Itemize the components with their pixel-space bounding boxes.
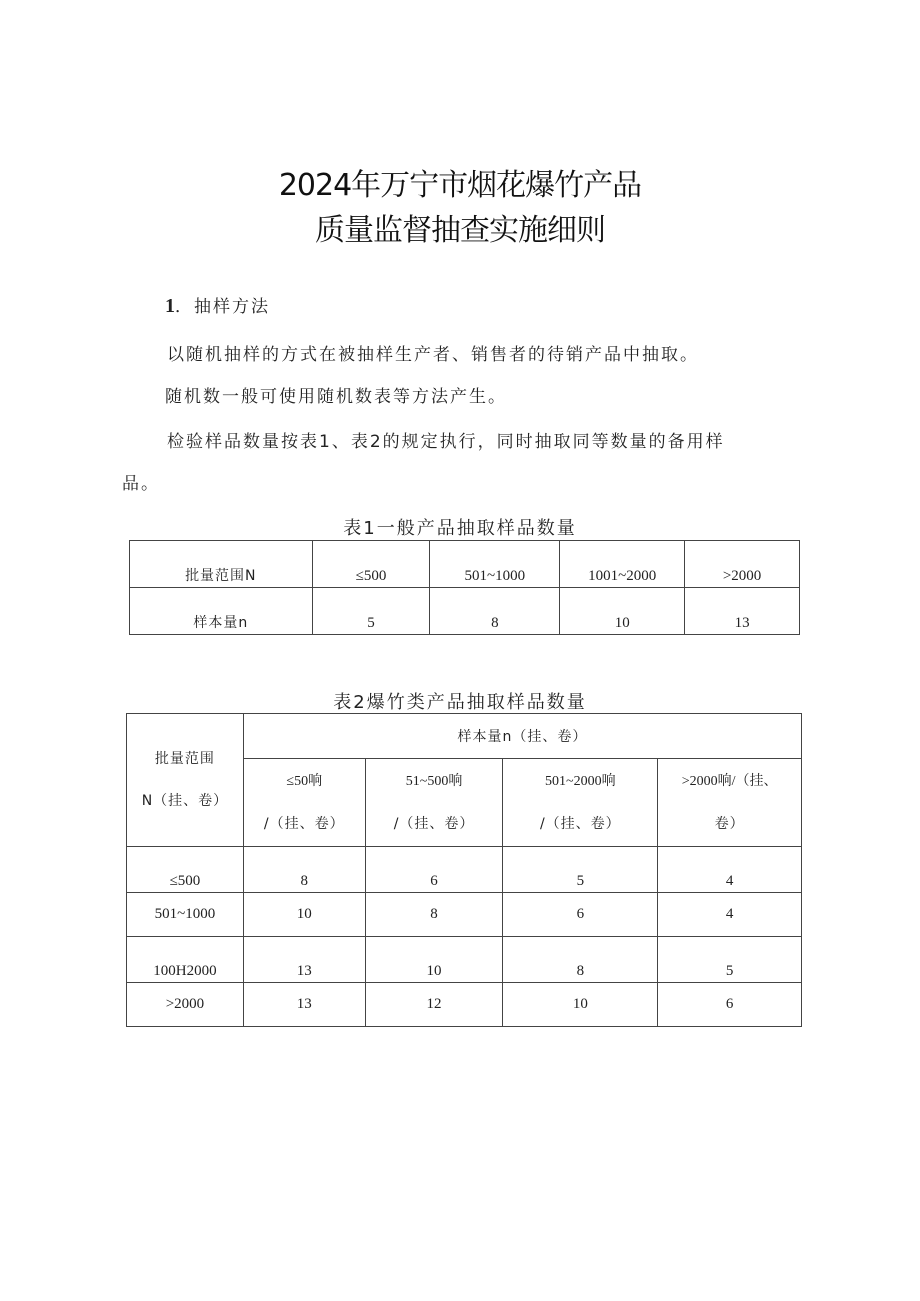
table1 [129, 540, 800, 635]
table-cell: 5 [312, 588, 430, 635]
table2-corner-line1: 批量范围 [154, 751, 215, 767]
table-cell: 6 [503, 893, 658, 937]
col-header-line1: ≤50响 [286, 773, 323, 789]
table-cell: ≤500 [312, 541, 430, 588]
table-cell: 5 [658, 937, 802, 983]
table-cell: 13 [243, 937, 365, 983]
document-title-line2: 质量监督抽查实施细则 [315, 213, 605, 248]
section-number: 1 [165, 295, 175, 317]
section-heading-text: ．抽样方法 [175, 297, 270, 317]
table-cell: 10 [243, 893, 365, 937]
table-row [127, 847, 802, 893]
table-cell: 6 [365, 847, 503, 893]
table-cell: 8 [430, 588, 560, 635]
col-header-line2: /（挂、卷） [393, 815, 475, 832]
table-cell: 6 [658, 983, 802, 1027]
table-row [127, 714, 802, 759]
table-cell: 4 [658, 893, 802, 937]
table-cell: 501~1000 [430, 541, 560, 588]
table-cell: >2000 [685, 541, 800, 588]
table2-corner-line2: N（挂、卷） [141, 793, 229, 809]
table-row [130, 588, 800, 635]
col-header-line1: 51~500响 [405, 773, 463, 789]
table2-group-header: 样本量n（挂、卷） [243, 714, 801, 759]
table-row [127, 937, 802, 983]
table2-col-header [503, 759, 658, 847]
table1-caption: 表1一般产品抽取样品数量 [343, 518, 577, 539]
table-cell: >2000 [127, 983, 244, 1027]
table2-col-header [365, 759, 503, 847]
table-cell: 8 [243, 847, 365, 893]
paragraph-sample-quantity: 检验样品数量按表1、表2的规定执行，同时抽取同等数量的备用样 [167, 432, 725, 452]
table-row [127, 983, 802, 1027]
paragraph-sampling-method: 以随机抽样的方式在被抽样生产者、销售者的待销产品中抽取。 [167, 345, 699, 365]
col-header-line2: /（挂、卷） [263, 815, 345, 832]
table-cell: 10 [503, 983, 658, 1027]
table2-col-header [243, 759, 365, 847]
table-row [127, 893, 802, 937]
table-cell: 13 [685, 588, 800, 635]
table-cell: 1001~2000 [560, 541, 685, 588]
table-cell: 8 [503, 937, 658, 983]
table-cell: 5 [503, 847, 658, 893]
document-title-line1: 2024年万宁市烟花爆竹产品 [278, 168, 642, 203]
col-header-line1: >2000响/（挂、 [681, 773, 778, 789]
table-cell: 4 [658, 847, 802, 893]
table-cell: 10 [560, 588, 685, 635]
col-header-line2: 卷） [714, 815, 745, 832]
table-cell: 12 [365, 983, 503, 1027]
paragraph-random-number: 随机数一般可使用随机数表等方法产生。 [165, 387, 507, 407]
table1-header-batch: 批量范围N [130, 541, 313, 588]
col-header-line2: /（挂、卷） [539, 815, 621, 832]
col-header-line1: 501~2000响 [545, 773, 616, 789]
table2-col-header [658, 759, 802, 847]
table2 [126, 713, 802, 1027]
table-cell: 100H2000 [127, 937, 244, 983]
paragraph-sample-quantity-cont: 品。 [122, 474, 160, 494]
table-cell: ≤500 [127, 847, 244, 893]
table1-header-sample: 样本量n [130, 588, 313, 635]
table-cell: 501~1000 [127, 893, 244, 937]
table-cell: 8 [365, 893, 503, 937]
section-heading [165, 292, 270, 318]
table-cell: 13 [243, 983, 365, 1027]
table-cell: 10 [365, 937, 503, 983]
table2-caption: 表2爆竹类产品抽取样品数量 [333, 692, 587, 713]
table2-corner-header [127, 714, 244, 847]
table-row [130, 541, 800, 588]
